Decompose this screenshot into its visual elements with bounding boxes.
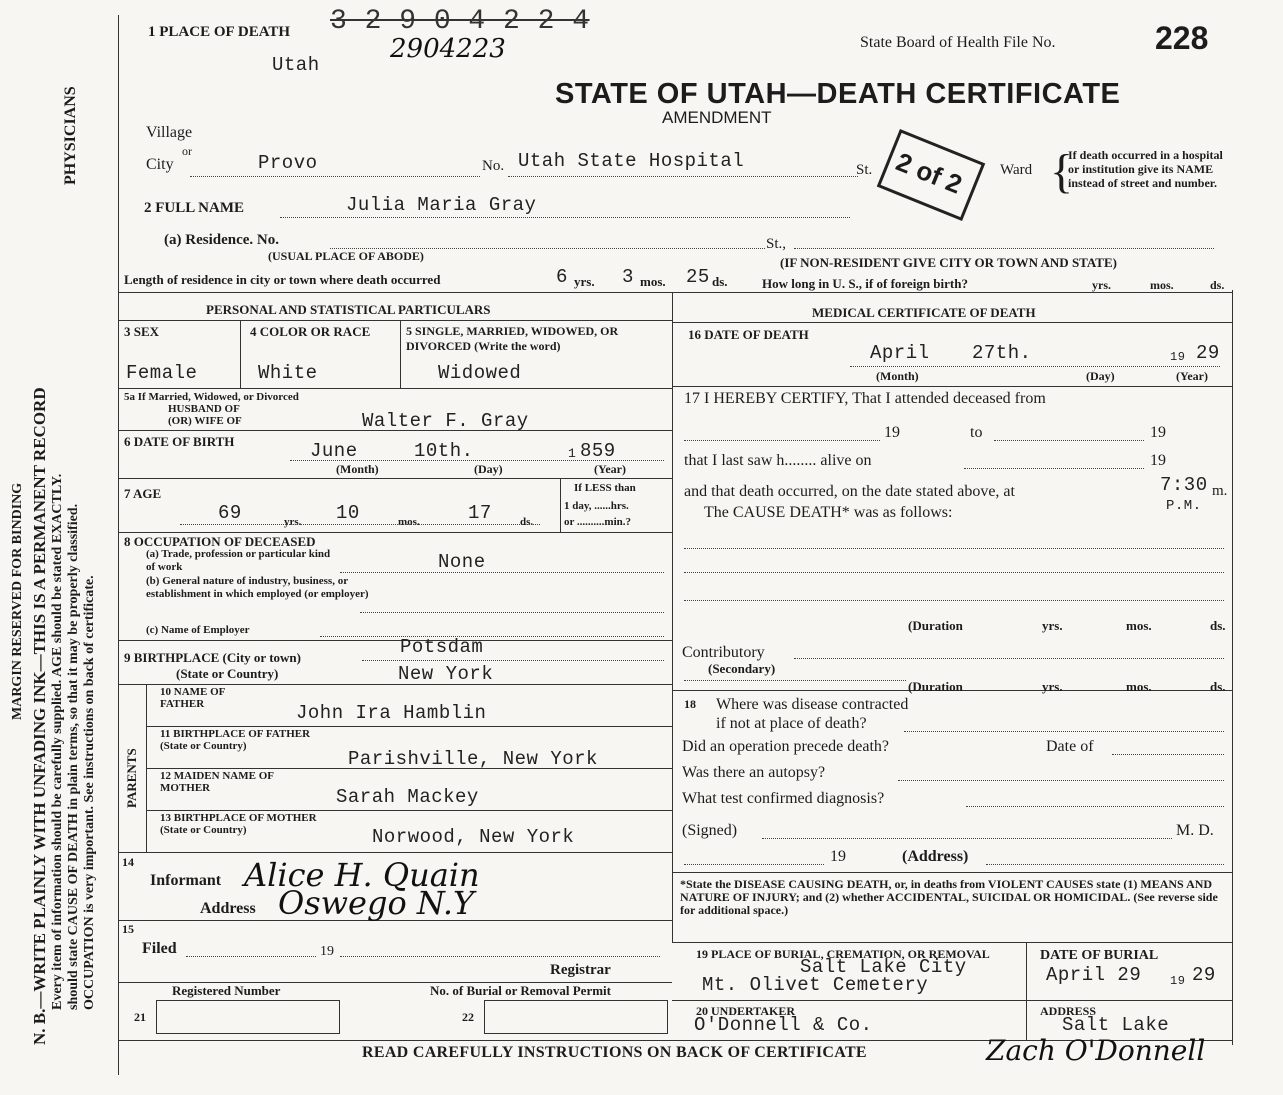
filed-number: 15 (122, 922, 134, 936)
occupation-c-label: (c) Name of Employer (146, 624, 250, 636)
duration-yrs-2: yrs. (1042, 679, 1063, 694)
cause-footnote: *State the DISEASE CAUSING DEATH, or, in deaths from VIOLENT CAUSES state (1) MEANS AND NATURE OF INJURY; and (2) whether ACCIDENTAL, SUICIDAL OR HOMICIDAL. (See reverse side for additional space.) (680, 877, 1218, 917)
cause-of-death-label: The CAUSE DEATH* was as follows: (704, 504, 953, 521)
length-mos-label: mos. (640, 274, 666, 289)
length-residence-label: Length of residence in city or town where death occurred (124, 272, 441, 287)
usual-abode-label: (USUAL PLACE OF ABODE) (268, 249, 424, 263)
burial-date: April 29 (1046, 964, 1142, 986)
last-saw-label: that I last saw h........ alive on (684, 452, 872, 469)
age-months: 10 (336, 502, 360, 524)
dob-year-prefix: 1 (568, 446, 577, 461)
marital-label: 5 SINGLE, MARRIED, WIDOWED, OR DIVORCED (Write the word) (406, 324, 619, 353)
institution-note: If death occurred in a hospital or institution give its NAME instead of street and number. (1068, 148, 1223, 190)
filed-line (186, 956, 316, 957)
marital-value: Widowed (438, 362, 522, 384)
personal-section-title: PERSONAL AND STATISTICAL PARTICULARS (206, 302, 491, 317)
secondary-label: (Secondary) (708, 661, 776, 676)
full-name-label: 2 FULL NAME (144, 200, 245, 216)
signed-label: (Signed) (682, 822, 738, 839)
occupation-b-label: (b) General nature of industry, business, or establishment in which employed (or employer) (146, 575, 369, 600)
dob-line (290, 460, 664, 461)
box-21-number: 21 (134, 1010, 146, 1024)
disease-contracted-label: Where was disease contracted (716, 696, 909, 713)
undertaker-address-label: ADDRESS (1040, 1004, 1097, 1018)
attended-from-line (684, 440, 880, 441)
race-label: 4 COLOR OR RACE (250, 324, 371, 339)
rule-medical-title (672, 322, 1232, 323)
age-label: 7 AGE (124, 486, 162, 501)
duration-ds-2: ds. (1210, 679, 1226, 694)
burial-year-prefix: 19 (1170, 974, 1186, 988)
file-number: 228 (1155, 20, 1209, 56)
burial-place-city: Salt Lake City (800, 956, 967, 978)
question-18-number: 18 (684, 697, 696, 711)
village-label: Village (146, 124, 193, 141)
informant-signature: Alice H. Quain (244, 856, 480, 894)
death-day-label: (Day) (1086, 369, 1115, 383)
death-month: April (870, 342, 930, 364)
medical-section-title: MEDICAL CERTIFICATE OF DEATH (812, 305, 1036, 320)
box-22-number: 22 (462, 1010, 474, 1024)
rule-row9 (118, 684, 672, 685)
age-mos-label: mos. (398, 516, 420, 528)
institution-name: Utah State Hospital (518, 150, 745, 172)
father-birthplace-label: 11 BIRTHPLACE OF FATHER (State or Country) (160, 728, 311, 752)
cause-line-3 (684, 600, 1224, 601)
city-line (190, 176, 480, 177)
how-long-mos: mos. (1150, 278, 1174, 292)
rule-row10 (146, 726, 672, 727)
father-birthplace: Parishville, New York (348, 748, 598, 770)
autopsy-line (898, 780, 1224, 781)
length-mos: 3 (622, 266, 634, 288)
undertaker-address: Salt Lake (1062, 1014, 1170, 1036)
registered-number-box (156, 1000, 340, 1034)
burial-place-label: 19 PLACE OF BURIAL, CREMATION, OR REMOVAL (696, 947, 990, 961)
ward-label: Ward (1000, 162, 1033, 178)
death-year-prefix: 19 (1170, 350, 1186, 364)
attended-to-line (994, 440, 1144, 441)
industry-line (360, 612, 664, 613)
burial-date-label: DATE OF BURIAL (1040, 948, 1159, 963)
death-occurred-label: and that death occurred, on the date stated above, at (684, 483, 1015, 500)
margin-instructions-3: OCCUPATION is very important. See instructions on back of certificate. (82, 575, 97, 1010)
death-time-suffix: m. (1212, 483, 1228, 499)
dob-day-label: (Day) (474, 462, 503, 476)
file-number-label: State Board of Health File No. (860, 34, 1056, 51)
burial-permit-box (484, 1000, 668, 1034)
birthplace-city: Potsdam (400, 636, 484, 658)
death-year: 29 (1196, 342, 1220, 364)
signed-year: 19 (830, 848, 846, 865)
disease-contracted-line (904, 731, 1224, 732)
spouse-label-2: HUSBAND OF (168, 403, 240, 415)
employer-line (320, 636, 664, 637)
spouse-label-1: 5a If Married, Widowed, or Divorced (124, 391, 299, 403)
duration-yrs-1: yrs. (1042, 618, 1063, 633)
certify-statement: 17 I HEREBY CERTIFY, That I attended deceased from (684, 390, 1046, 407)
rule-burial-bottom (672, 1000, 1232, 1001)
cause-line-1 (684, 548, 1224, 549)
operation-date-line (1112, 754, 1224, 755)
rule-medical-footnote (672, 872, 1232, 873)
undertaker-label: 20 UNDERTAKER (696, 1004, 796, 1018)
filed-label: Filed (142, 940, 177, 957)
burial-year: 29 (1192, 964, 1216, 986)
spouse-label-3: (OR) WIFE OF (168, 415, 242, 427)
operation-date-label: Date of (1046, 738, 1094, 755)
occupation-line (340, 572, 664, 573)
margin-instructions-2: should state CAUSE OF DEATH in plain terms, so that it may be properly classified. (66, 503, 81, 1010)
informant-address: Oswego N.Y (278, 884, 475, 922)
how-long-ds: ds. (1210, 278, 1225, 292)
death-time: 7:30 (1160, 474, 1208, 496)
signed-line (762, 838, 1172, 839)
less-than-1: If LESS than (574, 482, 636, 494)
diagnosis-test-label: What test confirmed diagnosis? (682, 790, 885, 807)
less-than-3: or ..........min.? (564, 516, 632, 528)
father-name-label: 10 NAME OF FATHER (160, 686, 225, 710)
rule-color-marital (400, 320, 401, 388)
father-name: John Ira Hamblin (296, 702, 487, 724)
spouse-name: Walter F. Gray (362, 410, 529, 432)
undertaker-name: O'Donnell & Co. (694, 1014, 873, 1036)
length-ds: 25 (686, 266, 710, 288)
operation-label: Did an operation precede death? (682, 738, 890, 755)
rule-row6 (118, 478, 672, 479)
rule-medical-row16 (672, 386, 1232, 387)
handwritten-certificate-number: 2904223 (390, 34, 506, 64)
length-yrs: 6 (556, 266, 568, 288)
rule-row13 (118, 852, 672, 853)
non-resident-note: (IF NON-RESIDENT GIVE CITY OR TOWN AND STATE) (780, 255, 1117, 270)
read-instructions-footer: READ CAREFULLY INSTRUCTIONS ON BACK OF CERTIFICATE (362, 1044, 867, 1061)
full-name-line (280, 217, 850, 218)
duration-label-1: (Duration (908, 618, 963, 633)
dob-year-label: (Year) (594, 462, 626, 476)
residence-st-label: St., (766, 236, 787, 252)
birthplace-city-line (362, 660, 664, 661)
mother-name-label: 12 MAIDEN NAME OF MOTHER (160, 770, 274, 794)
death-date-line (850, 366, 1220, 367)
length-ds-label: ds. (712, 274, 728, 289)
burial-place-cemetery: Mt. Olivet Cemetery (702, 974, 929, 996)
mother-birthplace-label: 13 BIRTHPLACE OF MOTHER (State or Country) (160, 812, 317, 836)
registrar-line (340, 956, 660, 957)
contributory-label: Contributory (682, 644, 765, 661)
dob-day: 10th. (414, 440, 474, 462)
attended-from-year: 19 (884, 424, 900, 441)
margin-binding-note: MARGIN RESERVED FOR BINDING (10, 482, 25, 720)
not-place-of-death-label: if not at place of death? (716, 715, 867, 732)
death-time-pm: P.M. (1166, 498, 1202, 514)
birthplace-label: 9 BIRTHPLACE (City or town) (124, 650, 301, 665)
rule-age-less (560, 478, 561, 532)
duration-mos-1: mos. (1126, 618, 1152, 633)
residence-city-line (794, 248, 1214, 249)
death-month-label: (Month) (876, 369, 919, 383)
filed-year: 19 (320, 944, 334, 959)
street-no-label: No. (482, 158, 505, 174)
rule-burial-divider (1026, 942, 1027, 1040)
place-of-death-label: 1 PLACE OF DEATH (148, 24, 291, 40)
or-label: or (182, 144, 192, 158)
informant-label: Informant (150, 872, 222, 889)
ward-bracket: { (1050, 145, 1074, 198)
undertaker-signature: Zach O'Donnell (986, 1034, 1206, 1067)
secondary-line (684, 680, 906, 681)
attended-to-year: 19 (1150, 424, 1166, 441)
signed-address-line (986, 864, 1224, 865)
registrar-label: Registrar (550, 962, 611, 978)
rule-sections-top (118, 292, 1232, 293)
less-than-2: 1 day, ......hrs. (564, 500, 629, 512)
race-value: White (258, 362, 318, 384)
age-yrs-label: yrs. (284, 516, 302, 528)
attended-to-label: to (970, 424, 983, 441)
age-line (180, 524, 540, 525)
informant-number: 14 (122, 855, 134, 869)
date-of-death-label: 16 DATE OF DEATH (688, 327, 809, 342)
autopsy-label: Was there an autopsy? (682, 764, 826, 781)
struck-certificate-number: 3 2 9 0 4 2 2 4 (330, 6, 590, 37)
margin-instructions-1: Every item of information should be carefully supplied. AGE should be stated EXACTLY. (50, 473, 65, 1010)
residence-label: (a) Residence. No. (164, 232, 279, 248)
dob-label: 6 DATE OF BIRTH (124, 434, 235, 449)
rule-column-divider (672, 292, 673, 942)
st-label: St. (856, 162, 873, 178)
occupation-a-label: (a) Trade, profession or particular kind of work (146, 548, 331, 573)
birthplace-state-label: (State or Country) (176, 666, 279, 681)
margin-permanent-record: N. B.—WRITE PLAINLY WITH UNFADING INK—THIS IS A PERMANENT RECORD (30, 387, 49, 1045)
occupation-label: 8 OCCUPATION OF DECEASED (124, 534, 316, 549)
occupation-value: None (438, 551, 486, 573)
dob-month-label: (Month) (336, 462, 379, 476)
dob-year: 859 (580, 440, 616, 462)
rule-personal-title (118, 320, 672, 321)
birthplace-state: New York (398, 663, 494, 685)
death-year-label: (Year) (1176, 369, 1208, 383)
city-value: Provo (258, 152, 318, 174)
age-days: 17 (468, 502, 492, 524)
age-ds-label: ds. (520, 516, 534, 528)
page-stamp-text: 2 of 2 (892, 146, 967, 200)
mother-name: Sarah Mackey (336, 786, 479, 808)
sex-value: Female (126, 362, 198, 384)
how-long-us-label: How long in U. S., if of foreign birth? (762, 276, 968, 291)
street-line (508, 176, 858, 177)
burial-permit-label: No. of Burial or Removal Permit (430, 983, 611, 998)
signed-date-line (684, 864, 824, 865)
mother-birthplace: Norwood, New York (372, 826, 575, 848)
city-label: City (146, 156, 174, 173)
informant-address-label: Address (200, 900, 256, 917)
signed-address-label: (Address) (902, 848, 969, 865)
cause-line-2 (684, 572, 1224, 573)
margin-physicians: PHYSICIANS (62, 86, 79, 185)
dob-month: June (310, 440, 358, 462)
rule-row3 (118, 388, 672, 389)
last-saw-line (964, 468, 1144, 469)
form-left-border (118, 15, 119, 1075)
rule-row12 (146, 810, 672, 811)
duration-ds-1: ds. (1210, 618, 1226, 633)
rule-sex-color (240, 320, 241, 388)
diagnosis-test-line (966, 806, 1224, 807)
duration-mos-2: mos. (1126, 679, 1152, 694)
md-label: M. D. (1176, 822, 1214, 839)
death-day: 27th. (972, 342, 1032, 364)
contributory-line (794, 658, 1224, 659)
rule-row7 (118, 532, 672, 533)
full-name: Julia Maria Gray (346, 194, 537, 216)
form-right-border (1232, 290, 1233, 1045)
last-saw-year: 19 (1150, 452, 1166, 469)
certificate-subtitle: AMENDMENT (662, 108, 772, 127)
certificate-title: STATE OF UTAH—DEATH CERTIFICATE (555, 78, 1121, 110)
sex-label: 3 SEX (124, 324, 160, 339)
parents-label: PARENTS (124, 748, 139, 808)
age-years: 69 (218, 502, 242, 524)
duration-label-2: (Duration (908, 679, 963, 694)
length-yrs-label: yrs. (574, 274, 595, 289)
how-long-yrs: yrs. (1092, 278, 1111, 292)
rule-burial-top (672, 942, 1232, 943)
rule-row8 (118, 640, 672, 641)
registered-number-label: Registered Number (172, 983, 281, 998)
place-state: Utah (272, 54, 320, 76)
